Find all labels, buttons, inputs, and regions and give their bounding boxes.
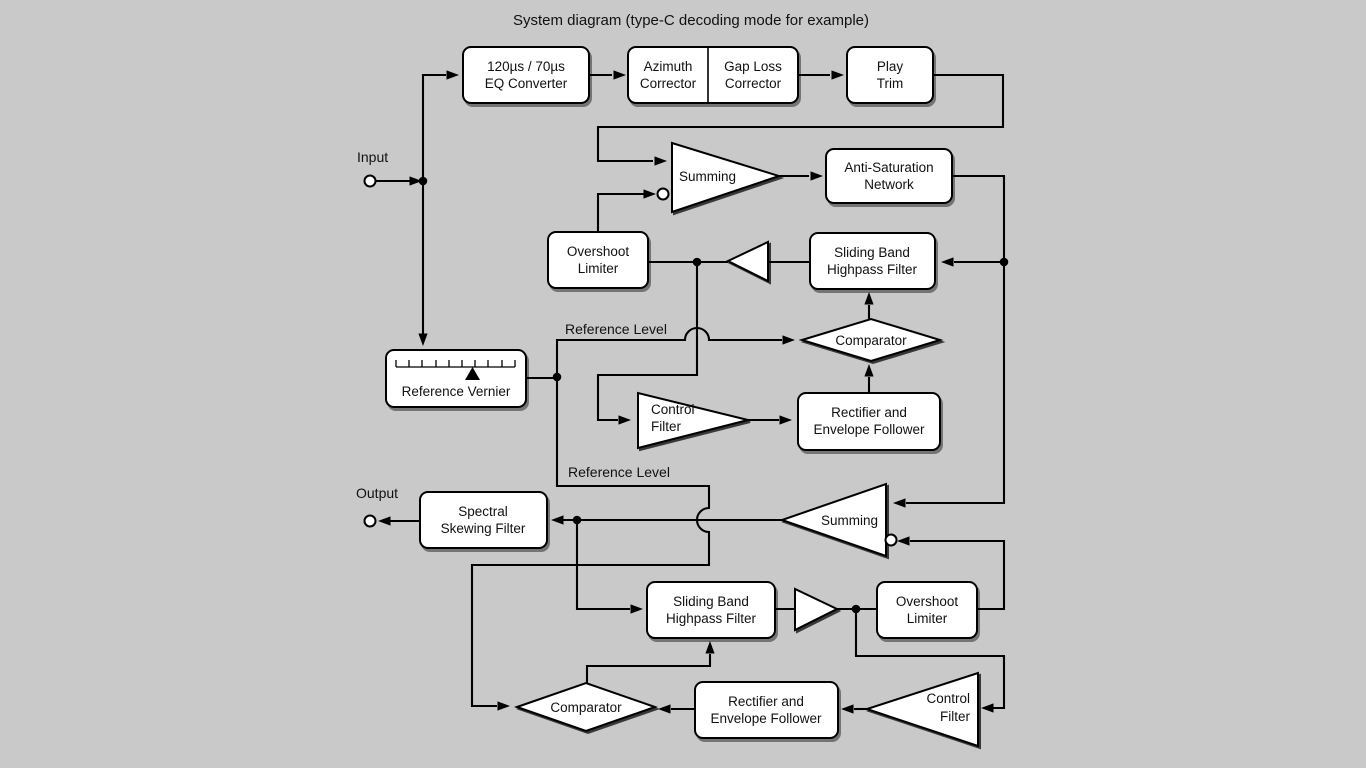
arrowhead-down-icon <box>418 334 427 347</box>
label-output-label: Output <box>356 485 399 501</box>
box-overshoot-limiter-1 <box>548 232 648 288</box>
label-asn-line2: Network <box>864 177 914 192</box>
arrowhead-left-icon <box>941 257 954 266</box>
label-rect2-line2: Envelope Follower <box>710 711 822 726</box>
label-ssf-line1: Spectral <box>458 504 508 519</box>
summing-2-inverting-input-circle <box>886 535 897 546</box>
arrowhead-up-icon <box>705 641 714 654</box>
label-playtrim-line1: Play <box>876 59 904 74</box>
junction-dot <box>693 258 702 267</box>
label-comparator-2-label: Comparator <box>550 700 622 715</box>
label-azimuth-line1: Azimuth <box>643 59 693 74</box>
arrowhead-right-icon <box>619 415 632 424</box>
label-comparator-1-label: Comparator <box>835 333 907 348</box>
arrowhead-right-icon <box>655 156 668 165</box>
label-ol2-line1: Overshoot <box>895 594 959 609</box>
box-anti-saturation <box>826 149 952 203</box>
label-playtrim-line2: Trim <box>876 76 904 91</box>
label-asn-line1: Anti-Saturation <box>844 160 934 175</box>
summing-1-inverting-input-circle <box>658 189 669 200</box>
arrowhead-left-icon <box>378 516 391 525</box>
label-eq-line1: 120µs / 70µs <box>487 59 565 74</box>
label-summing-1-label: Summing <box>679 169 737 184</box>
junction-dot <box>1000 258 1009 267</box>
box-spectral-skewing <box>420 492 547 548</box>
page-title: System diagram (type-C decoding mode for example) <box>513 12 869 29</box>
triangle-amp-1 <box>728 242 768 281</box>
label-reference-level-label-2: Reference Level <box>568 464 670 480</box>
arrowhead-left-icon <box>551 515 564 524</box>
label-gaploss-line1: Gap Loss <box>724 59 782 74</box>
label-vernier-label: Reference Vernier <box>401 384 511 399</box>
junction-dot <box>553 373 562 382</box>
label-reference-level-label-1: Reference Level <box>565 321 667 337</box>
junction-dot <box>573 516 582 525</box>
label-rect2-line1: Rectifier and <box>728 694 804 709</box>
label-ssf-line2: Skewing Filter <box>440 521 526 536</box>
arrowhead-left-icon <box>897 536 910 545</box>
label-sbhf2-line2: Highpass Filter <box>665 611 757 626</box>
box-sliding-band-hpf-1 <box>810 233 935 289</box>
label-sbhf2-line1: Sliding Band <box>673 594 749 609</box>
arrowhead-right-icon <box>783 335 796 344</box>
label-rect1-line2: Envelope Follower <box>813 422 925 437</box>
output-terminal-circle <box>365 516 376 527</box>
label-input-label: Input <box>357 149 389 165</box>
label-sbhf1-line2: Highpass Filter <box>826 262 918 277</box>
label-sbhf1-line1: Sliding Band <box>834 245 910 260</box>
label-cf2-line2: Filter <box>940 709 970 724</box>
input-terminal-circle <box>365 176 376 187</box>
arrowhead-right-icon <box>631 604 644 613</box>
label-ol2-line2: Limiter <box>906 611 948 626</box>
arrowhead-up-icon <box>864 292 873 305</box>
edge-ol1-to-summing1-inv <box>598 194 644 232</box>
label-gaploss-line2: Corrector <box>724 76 782 91</box>
label-rect1-line1: Rectifier and <box>831 405 907 420</box>
box-sliding-band-hpf-2 <box>647 582 775 638</box>
arrowhead-right-icon <box>644 189 657 198</box>
triangle-amp-2 <box>795 589 837 630</box>
label-summing-2-label: Summing <box>820 513 878 528</box>
arrowhead-right-icon <box>780 415 793 424</box>
label-cf1-line1: Control <box>651 402 695 417</box>
arrowhead-right-icon <box>498 701 511 710</box>
junction-dot <box>419 177 428 186</box>
box-overshoot-limiter-2 <box>877 582 977 638</box>
label-cf1-line2: Filter <box>651 419 681 434</box>
arrowhead-left-icon <box>841 704 854 713</box>
box-play-trim <box>847 47 933 103</box>
label-cf2-line1: Control <box>926 691 970 706</box>
arrowhead-right-icon <box>832 70 845 79</box>
label-ol1-line1: Overshoot <box>566 244 630 259</box>
arrowhead-up-icon <box>864 364 873 377</box>
arrowhead-left-icon <box>981 703 994 712</box>
arrowhead-right-icon <box>811 171 824 180</box>
label-azimuth-line2: Corrector <box>639 76 697 91</box>
arrowhead-left-icon <box>893 498 906 507</box>
label-ol1-line2: Limiter <box>577 261 619 276</box>
arrowhead-right-icon <box>614 70 627 79</box>
box-azimuth-gaploss <box>628 47 798 103</box>
box-eq-converter <box>463 47 589 103</box>
arrowhead-left-icon <box>658 704 671 713</box>
junction-dot <box>852 605 861 614</box>
label-eq-line2: EQ Converter <box>484 76 568 91</box>
box-rectifier-2 <box>695 682 838 738</box>
edge-junction-to-eq <box>423 75 446 181</box>
edge-comp2-to-sbhf2 <box>587 654 710 683</box>
arrowhead-right-icon <box>447 70 460 79</box>
